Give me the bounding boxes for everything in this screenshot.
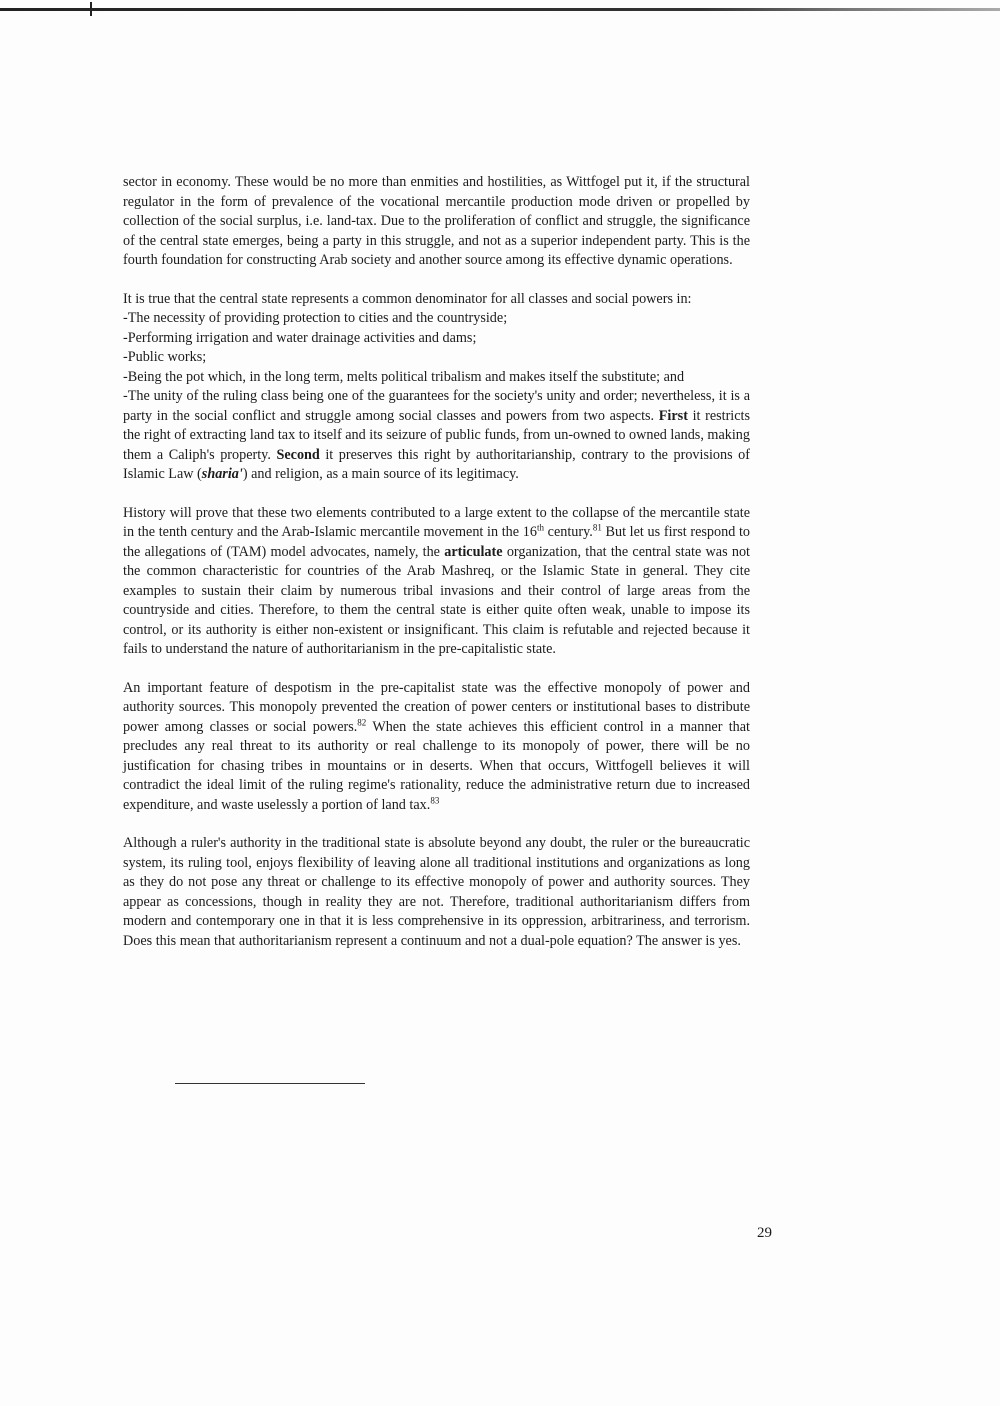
sharia-term: sharia' xyxy=(201,466,243,482)
paragraph-5: Although a ruler's authority in the traditional state is absolute beyond any doubt, the ruler or the bureaucratic system, its ruling tool, enjoys flexibility of leaving alone all traditional institutions and organizations as long as they do not pose any threat or challenge to its effective monopoly of power and authority sources. They appear as concessions, though in reality they are not. Therefore, traditional authoritarianism differs from modern and contemporary one in that it is less comprehensive in its oppression, arbitrariness, and terrorism. Does this mean that authoritarianism represent a continuum and not a dual-pole equation? The answer is yes. xyxy=(123,835,750,949)
second-label: Second xyxy=(276,446,320,463)
paragraph-2-intro: It is true that the central state represents a common denominator for all classes and social powers in: xyxy=(123,290,692,307)
paragraph-3-part-d: organization, that the central state was not the common characteristic for countries of the Arab Mashreq, or the Islamic State in general. They cite examples to sustain their claim by numerous tribal invasions and their control of large areas from the countryside and cities. Therefore, to them the central state is either quite often weak, unable to impose its control, or its authority is either non-existent or insignificant. This claim is refutable and rejected because it fails to understand the nature of authoritarianism in the pre-capitalistic state. xyxy=(123,543,750,657)
paragraph-3-part-c: But let us first respond to the allegations of (TAM) model advocates, namely, the xyxy=(123,524,751,560)
first-label: First xyxy=(658,407,688,424)
paragraph-3-part-a: History will prove that these two elements contributed to a large extent to the collapse of the mercantile state in the tenth century and the Arab-Islamic mercantile movement in the 16 xyxy=(123,504,750,540)
paragraph-3 xyxy=(123,504,750,660)
paragraph-4-part-b: When the state achieves this efficient control in a manner that precludes any real threat to its authority or real challenge to its monopoly of power, there will be no justification for chasing tribes in mountains or in deserts. When that occurs, Wittfogell believes it will contradict the ideal limit of the ruling regime's rationality, reduce the administrative return due to increased expenditure, and waste uselessly a portion of land tax. xyxy=(123,718,750,813)
ordinal-suffix: th xyxy=(536,522,544,533)
scan-top-rule xyxy=(0,8,1000,11)
footnote-separator xyxy=(175,1083,365,1084)
footnote-ref-83: 83 xyxy=(430,794,440,805)
list-item-5 xyxy=(123,387,750,485)
list-item-3: -Public works; xyxy=(123,349,207,365)
list-item-4: -Being the pot which, in the long term, melts political tribalism and makes itself the substitute; and xyxy=(123,368,685,385)
paragraph-1: sector in economy. These would be no more than enmities and hostilities, as Wittfogel put it, if the structural regulator in the form of prevalence of the vocational mercantile production mode driven or propelled by collection of the social surplus, i.e. land-tax. Due to the proliferation of conflict and struggle, the significance of the central state emerges, being a party in this struggle, and not as a superior independent party. This is the fourth foundation for constructing Arab society and another source among its effective dynamic operations. xyxy=(123,174,750,268)
footnote-ref-82: 82 xyxy=(357,716,367,727)
paragraph-4-part-a: An important feature of despotism in the pre-capitalist state was the effective monopoly of power and authority sources. This monopoly prevented the creation of power centers or institutional bases to distribute power among classes or social powers. xyxy=(123,679,750,735)
list-item-5-part-b: it restricts the right of extracting land tax to itself and its seizure of public funds, from un-owned to owned lands, making them a Caliph's property. xyxy=(123,407,751,463)
footnote-ref-81: 81 xyxy=(592,522,602,533)
paragraph-2 xyxy=(123,290,750,485)
list-item-1: -The necessity of providing protection to cities and the countryside; xyxy=(123,310,508,326)
paragraph-3-part-b: century. xyxy=(543,524,593,540)
scan-rule-tick xyxy=(90,2,92,16)
page-number: 29 xyxy=(757,1225,772,1241)
list-item-5-part-d: ) and religion, as a main source of its legitimacy. xyxy=(242,466,519,482)
articulate-term: articulate xyxy=(444,543,503,560)
paragraph-4 xyxy=(123,679,750,816)
list-item-5-part-a: -The unity of the ruling class being one of the guarantees for the society's unity and order; nevertheless, it is a party in the social conflict and struggle among social classes and powers from two aspects. xyxy=(123,388,750,424)
body-text xyxy=(123,173,750,970)
list-item-5-part-c: it preserves this right by authoritarianship, contrary to the provisions of Islamic Law ( xyxy=(123,446,751,482)
list-item-2: -Performing irrigation and water drainage activities and dams; xyxy=(123,329,477,346)
